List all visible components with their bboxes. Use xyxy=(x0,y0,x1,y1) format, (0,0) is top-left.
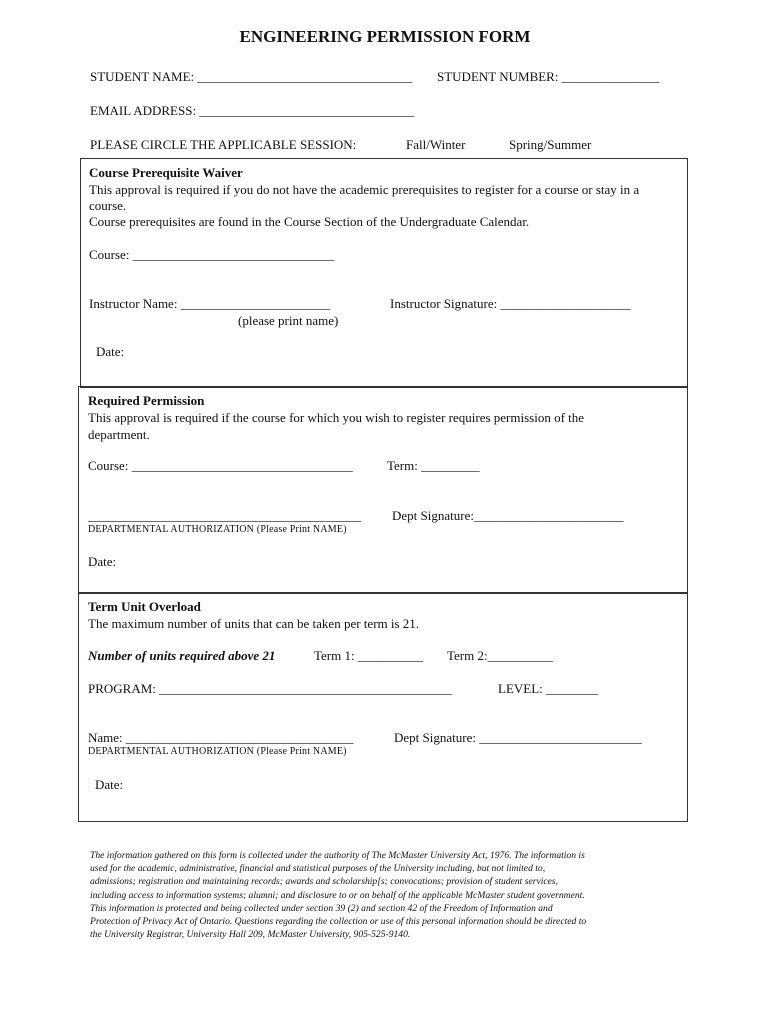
prerequisite-date-field[interactable]: Date: xyxy=(96,344,125,359)
level-field[interactable]: LEVEL: ________ xyxy=(498,681,599,696)
required-permission-date-field[interactable]: Date: xyxy=(88,554,117,569)
session-option-spring-summer[interactable]: Spring/Summer xyxy=(509,137,592,152)
session-option-fall-winter[interactable]: Fall/Winter xyxy=(406,137,466,152)
overload-authorization-label: DEPARTMENTAL AUTHORIZATION (Please Print NAME) xyxy=(88,746,347,757)
term-unit-overload-heading: Term Unit Overload xyxy=(88,599,201,614)
term-unit-overload-description: The maximum number of units that can be taken per term is 21. xyxy=(88,616,420,631)
required-permission-description-line1: This approval is required if the course for which you wish to register requires permission of the xyxy=(88,410,585,425)
privacy-notice-line: Protection of Privacy Act of Ontario. Questions regarding the collection or use of this personal information should be directed to xyxy=(90,916,587,928)
required-permission-description-line2: department. xyxy=(88,427,150,442)
required-permission-heading: Required Permission xyxy=(88,393,205,408)
instructor-signature-field[interactable]: Instructor Signature: ____________________ xyxy=(390,296,631,311)
program-field[interactable]: PROGRAM: _____________________________________________ xyxy=(88,681,452,696)
required-permission-course-field[interactable]: Course: __________________________________ xyxy=(88,458,353,473)
privacy-notice-line: admissions; registration and maintaining records; awards and scholarship[s; convocations; provision of student services, xyxy=(90,876,559,888)
instructor-name-field[interactable]: Instructor Name: _______________________ xyxy=(89,296,331,311)
overload-dept-signature-field[interactable]: Dept Signature: _________________________ xyxy=(394,730,642,745)
term2-field[interactable]: Term 2:__________ xyxy=(447,648,553,663)
privacy-notice-line: including access to information systems; alumni; and disclosure to or on behalf of the applicable McMaster student government. xyxy=(90,889,585,901)
prerequisite-waiver-heading: Course Prerequisite Waiver xyxy=(89,165,243,180)
student-name-field[interactable]: STUDENT NAME: _________________________________ xyxy=(90,69,412,84)
overload-name-field[interactable]: Name: ___________________________________ xyxy=(88,730,354,745)
privacy-notice-line: the University Registrar, University Hall 209, McMaster University, 905-525-9140. xyxy=(90,929,411,941)
prerequisite-description-line2: course. xyxy=(89,198,127,213)
privacy-notice-line: This information is protected and being collected under section 39 (2) and section 42 of the Freedom of Information and xyxy=(90,902,553,914)
privacy-notice xyxy=(90,849,688,941)
units-required-label: Number of units required above 21 xyxy=(88,648,276,663)
session-label: PLEASE CIRCLE THE APPLICABLE SESSION: xyxy=(90,137,357,152)
privacy-notice-line: The information gathered on this form is collected under the authority of The McMaster University Act, 1976. The information is xyxy=(90,850,585,861)
required-permission-term-field[interactable]: Term: _________ xyxy=(387,458,480,473)
overload-date-field[interactable]: Date: xyxy=(95,777,124,792)
student-number-field[interactable]: STUDENT NUMBER: _______________ xyxy=(437,69,660,84)
prerequisite-description-line1: This approval is required if you do not have the academic prerequisites to register for a course or stay in a xyxy=(89,182,640,197)
page-title: ENGINEERING PERMISSION FORM xyxy=(239,27,531,46)
term1-field[interactable]: Term 1: __________ xyxy=(314,648,423,663)
please-print-name-note: (please print name) xyxy=(238,313,339,328)
departmental-authorization-label: DEPARTMENTAL AUTHORIZATION (Please Print NAME) xyxy=(88,524,347,535)
privacy-notice-line: used for the academic, administrative, financial and statistical purposes of the University including, but not limited to, xyxy=(90,863,546,875)
prerequisite-description-line3: Course prerequisites are found in the Course Section of the Undergraduate Calendar. xyxy=(89,214,530,229)
prerequisite-course-field[interactable]: Course: _______________________________ xyxy=(89,247,335,262)
email-address-field[interactable]: EMAIL ADDRESS: _________________________________ xyxy=(90,103,414,118)
required-permission-dept-signature-field[interactable]: Dept Signature:_______________________ xyxy=(392,508,624,523)
departmental-authorization-field[interactable]: __________________________________________ xyxy=(88,508,361,523)
